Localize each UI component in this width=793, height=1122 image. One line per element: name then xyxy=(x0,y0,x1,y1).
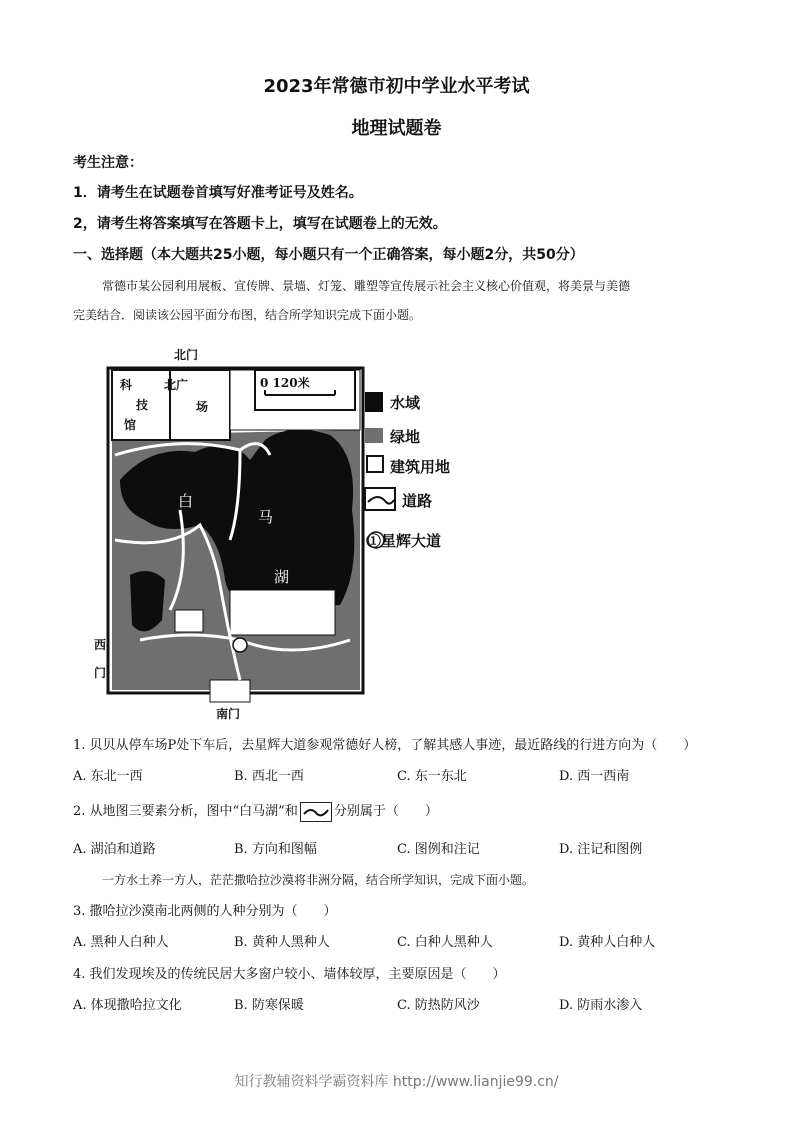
q2-option-c: C. 图例和注记 xyxy=(397,842,480,857)
q1-option-b: B. 西北一西 xyxy=(234,769,304,784)
footer-link[interactable]: 知行教辅资料学霸资料库 http://www.lianjie99.cn/ xyxy=(234,1074,559,1090)
q2-option-a: A. 湖泊和道路 xyxy=(73,842,156,857)
label-north-gate: 北门 xyxy=(174,348,199,362)
section-heading: 一、选择题（本大题共25小题，每小题只有一个正确答案，每小题2分，共50分） xyxy=(73,247,584,263)
label-north-square-2: 场 xyxy=(196,400,209,414)
label-bai: 白 xyxy=(178,492,194,510)
building-block-1 xyxy=(230,590,335,635)
question-1-stem: 1. 贝贝从停车场P处下车后，去星辉大道参观常德好人榜，了解其感人事迹，最近路线的行进方向为（ ） xyxy=(73,738,697,753)
label-museum-3: 馆 xyxy=(124,418,137,432)
question-3-stem: 3. 撒哈拉沙漠南北两侧的人种分别为（ ） xyxy=(73,904,337,919)
label-museum-2: 技 xyxy=(136,398,149,412)
legend-building-swatch xyxy=(367,456,383,472)
q2-option-d: D. 注记和图例 xyxy=(559,842,643,857)
legend-water-label: 水域 xyxy=(390,394,421,412)
q4-option-d: D. 防雨水渗入 xyxy=(559,998,643,1013)
q3-option-b: B. 黄种人黑种人 xyxy=(234,935,330,950)
q1-option-d: D. 西一西南 xyxy=(559,769,630,784)
label-hu: 湖 xyxy=(274,568,290,586)
passage-line-1: 常德市某公园利用展板、宣传牌、景墙、灯笼、雕塑等宣传展示社会主义核心价值观，将美景与美德 xyxy=(102,279,631,293)
label-ma: 马 xyxy=(258,508,274,526)
notice-item-1: 1．请考生在试题卷首填写好准考证号及姓名。 xyxy=(73,185,363,201)
label-museum-1: 科 xyxy=(120,378,133,392)
q4-option-c: C. 防热防风沙 xyxy=(397,998,480,1013)
legend-water-swatch xyxy=(365,392,383,412)
passage-2: 一方水土养一方人，茫茫撒哈拉沙漠将非洲分隔，结合所学知识，完成下面小题。 xyxy=(102,873,535,887)
exam-title: 2023年常德市初中学业水平考试 xyxy=(263,76,530,97)
park-map-svg xyxy=(90,340,510,725)
park-map xyxy=(90,340,510,725)
q4-option-a: A. 体现撒哈拉文化 xyxy=(73,998,182,1013)
legend-road-label: 道路 xyxy=(402,492,433,510)
q2-stem-after: 分别属于（ ） xyxy=(333,804,438,819)
label-west-gate-1: 西 xyxy=(94,638,107,652)
notice-item-2: 2，请考生将答案填写在答题卡上，填写在试题卷上的无效。 xyxy=(73,216,447,232)
road-legend-icon xyxy=(300,802,332,822)
pond-water xyxy=(130,571,165,631)
legend-road-swatch xyxy=(365,488,395,510)
passage-line-2: 完美结合．阅读该公园平面分布图，结合所学知识完成下面小题。 xyxy=(73,308,422,322)
question-4-stem: 4. 我们发现埃及的传统民居大多窗户较小、墙体较厚，主要原因是（ ） xyxy=(73,967,506,982)
legend-green-swatch xyxy=(365,428,383,443)
label-west-gate-2: 门 xyxy=(94,666,107,680)
q3-option-c: C. 白种人黑种人 xyxy=(397,935,493,950)
q1-option-a: A. 东北一西 xyxy=(73,769,143,784)
legend-avenue-label: ①星辉大道 xyxy=(366,532,442,550)
q1-option-c: C. 东一东北 xyxy=(397,769,467,784)
q2-option-b: B. 方向和图幅 xyxy=(234,842,317,857)
legend-building-label: 建筑用地 xyxy=(390,458,451,476)
avenue-marker xyxy=(233,638,247,652)
q4-option-b: B. 防寒保暖 xyxy=(234,998,304,1013)
south-gate-building xyxy=(210,680,250,702)
q2-stem-before: 2. 从地图三要素分析，图中“白马湖”和 xyxy=(73,804,298,819)
q3-option-a: A. 黑种人白种人 xyxy=(73,935,169,950)
q3-option-d: D. 黄种人白种人 xyxy=(559,935,656,950)
question-2-stem xyxy=(73,800,438,822)
label-scale: 0 120米 xyxy=(260,376,310,390)
exam-subtitle: 地理试题卷 xyxy=(351,118,442,139)
label-north-square-1: 北广 xyxy=(164,378,189,392)
label-south-gate: 南门 xyxy=(216,707,241,721)
building-block-2 xyxy=(175,610,203,632)
legend-green-label: 绿地 xyxy=(390,428,421,446)
notice-label: 考生注意： xyxy=(73,155,143,171)
